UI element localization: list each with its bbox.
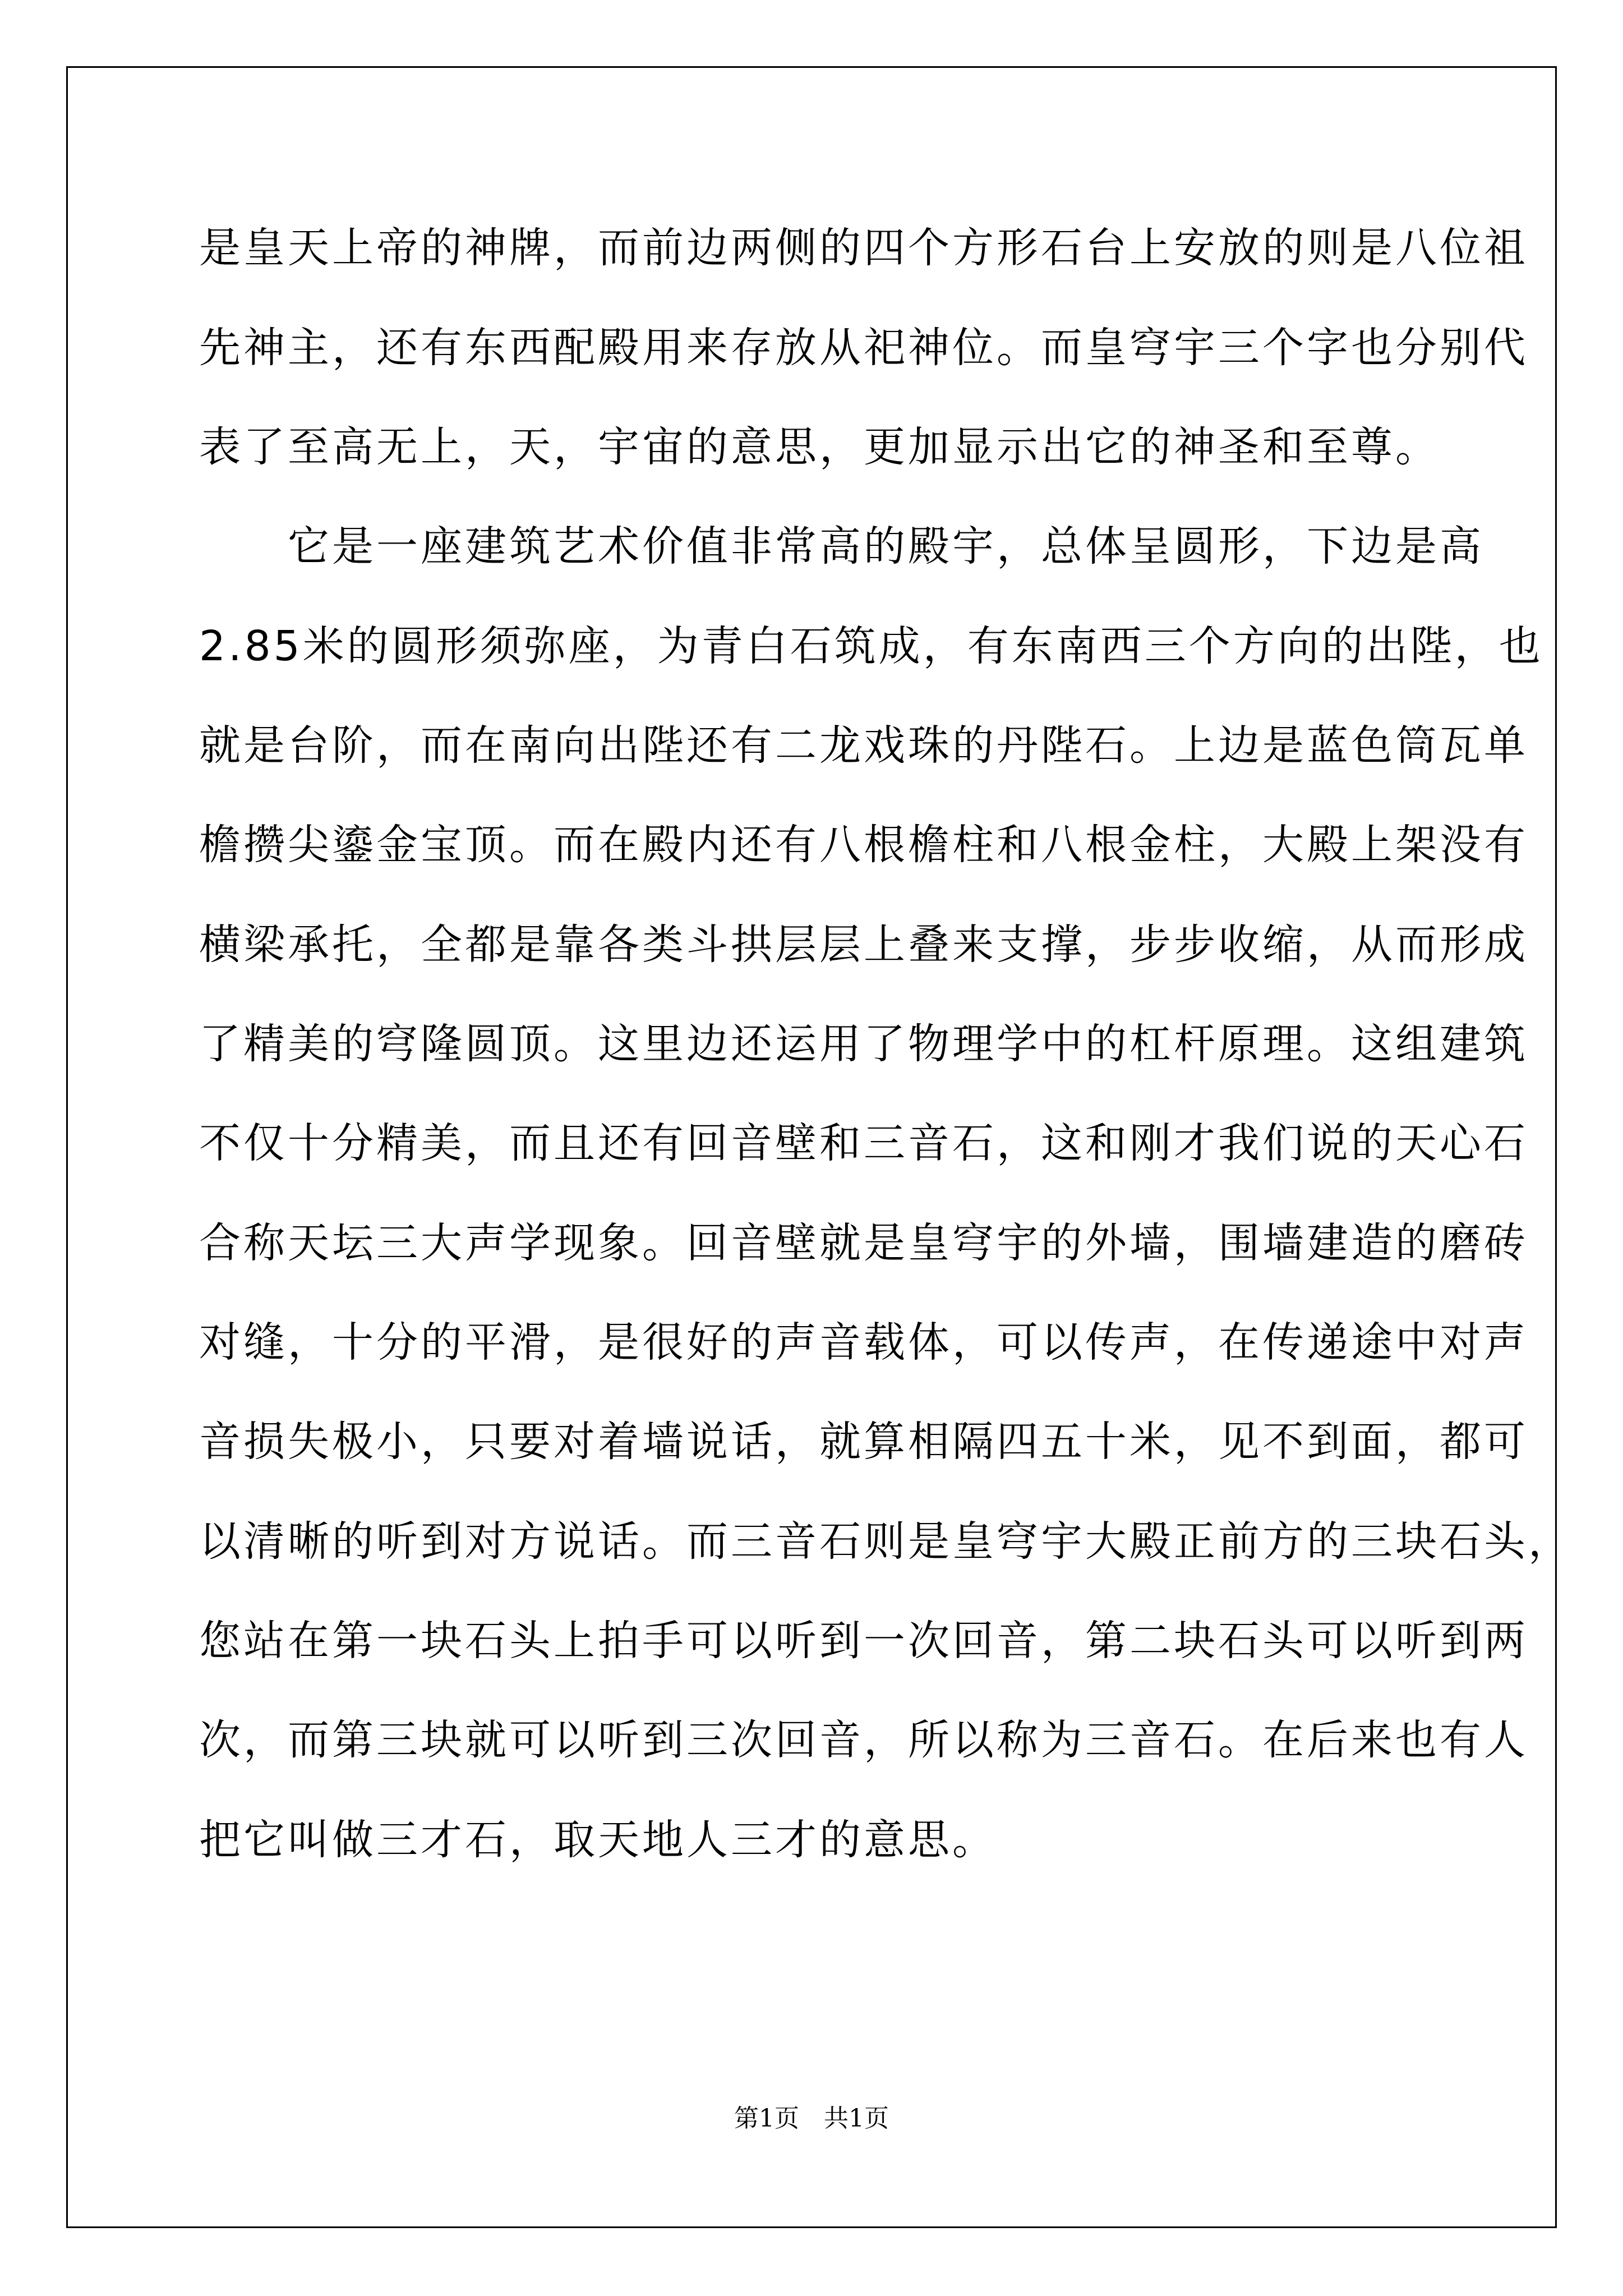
text-line: 不仅十分精美，而且还有回音壁和三音石，这和刚才我们说的天心石 <box>199 1119 1528 1167</box>
text-line: 表了至高无上，天，宇宙的意思，更加显示出它的神圣和至尊。 <box>199 423 1440 471</box>
text-line: 把它叫做三才石，取天地人三才的意思。 <box>199 1816 997 1864</box>
text-line: 音损失极小，只要对着墙说话，就算相隔四五十米，见不到面，都可 <box>199 1418 1528 1466</box>
text-line: 是皇天上帝的神牌，而前边两侧的四个方形石台上安放的则是八位祖 <box>199 224 1528 272</box>
text-line: 就是台阶，而在南向出陛还有二龙戏珠的丹陛石。上边是蓝色筒瓦单 <box>199 721 1528 770</box>
text-line: 次，而第三块就可以听到三次回音，所以称为三音石。在后来也有人 <box>199 1716 1528 1764</box>
text-line: 檐攒尖鎏金宝顶。而在殿内还有八根檐柱和八根金柱，大殿上架没有 <box>199 821 1528 869</box>
text-line: 合称天坛三大声学现象。回音壁就是皇穹宇的外墙，围墙建造的磨砖 <box>199 1219 1528 1267</box>
text-line: 横梁承托，全都是靠各类斗拱层层上叠来支撑，步步收缩，从而形成 <box>199 921 1528 969</box>
text-line: 您站在第一块石头上拍手可以听到一次回音，第二块石头可以听到两 <box>199 1617 1528 1665</box>
text-line: 对缝，十分的平滑，是很好的声音载体，可以传声，在传递途中对声 <box>199 1318 1528 1366</box>
text-line: 以清晰的听到对方说话。而三音石则是皇穹宇大殿正前方的三块石头， <box>199 1517 1573 1566</box>
text-line: 了精美的穹隆圆顶。这里边还运用了物理学中的杠杆原理。这组建筑 <box>199 1020 1528 1068</box>
page-number-footer: 第1页 共1页 <box>734 2104 889 2133</box>
text-line: 2.85米的圆形须弥座，为青白石筑成，有东南西三个方向的出陛，也 <box>199 622 1543 670</box>
text-line: 先神主，还有东西配殿用来存放从祀神位。而皇穹宇三个字也分别代 <box>199 324 1528 372</box>
text-line: 它是一座建筑艺术价值非常高的殿宇，总体呈圆形，下边是高 <box>199 522 1484 570</box>
